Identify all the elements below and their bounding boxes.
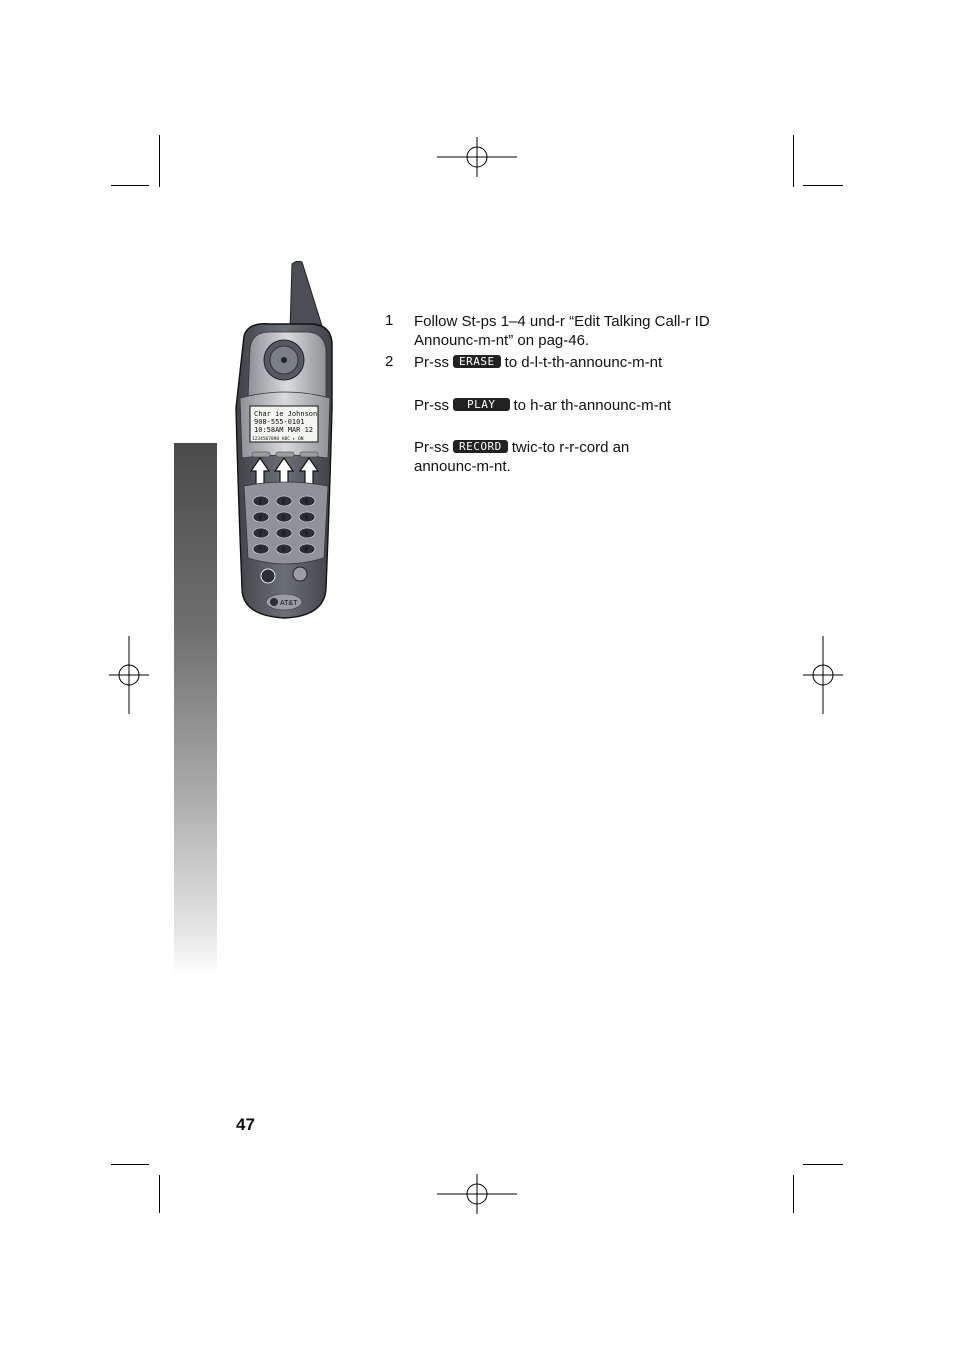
step-1-line-2: Announc-m-nt” on pag-46. — [414, 332, 590, 349]
step-play — [414, 396, 671, 415]
keypad-key-label: 4 — [259, 515, 262, 521]
keypad-key-label: 6 — [305, 515, 308, 521]
display-line-1: Char ie Johnson — [254, 410, 318, 418]
crop-mark — [793, 135, 794, 187]
step-number: 1 — [385, 312, 394, 329]
press-label: Pr-ss — [414, 439, 449, 456]
keypad-key-label: 3 — [305, 499, 308, 505]
handset-illustration — [230, 258, 340, 620]
keypad-key-label: * — [259, 547, 261, 553]
crop-mark — [793, 1175, 794, 1213]
registration-mark-icon — [437, 137, 517, 177]
keypad-key-label: 0 — [282, 547, 285, 553]
press-label: Pr-ss — [414, 397, 449, 414]
display-line-4: 1234567890 ABC ▸ ON — [252, 437, 304, 442]
crop-mark — [803, 185, 843, 186]
step-record — [414, 438, 629, 476]
erase-instruction: to d-l-t-th-announc-m-nt — [504, 354, 663, 371]
display-line-3: 10:58AM MAR 12 — [254, 426, 314, 434]
crop-mark — [159, 1175, 160, 1213]
registration-mark-icon — [109, 636, 149, 714]
record-instruction-line-2: announc-m-nt. — [414, 458, 511, 475]
step-1-line-1: Follow St-ps 1–4 und-r “Edit Talking Call-r ID — [414, 313, 710, 330]
brand-logo: AT&T — [280, 600, 298, 607]
press-label: Pr-ss — [414, 354, 449, 371]
record-key-button[interactable]: RECORD — [453, 440, 508, 453]
crop-mark — [803, 1164, 843, 1165]
keypad-key-label: 5 — [282, 515, 285, 521]
record-instruction: twic-to r-r-cord an — [511, 439, 630, 456]
crop-mark — [159, 135, 160, 187]
keypad-key-label: 1 — [259, 499, 262, 505]
display-line-2: 908-555-0101 — [254, 418, 305, 426]
registration-mark-icon — [803, 636, 843, 714]
play-instruction: to h-ar th-announc-m-nt — [513, 397, 672, 414]
step-number: 2 — [385, 353, 394, 370]
keypad-key-label: 7 — [259, 531, 262, 537]
crop-mark — [111, 185, 149, 186]
registration-mark-icon — [437, 1174, 517, 1214]
keypad-key-label: 8 — [282, 531, 285, 537]
erase-key-button[interactable]: ERASE — [453, 355, 501, 368]
sidebar-gradient-bar — [174, 443, 217, 975]
keypad-key-label: 2 — [282, 499, 285, 505]
page-number: 47 — [236, 1115, 255, 1134]
step-1-text — [414, 312, 710, 350]
step-erase — [414, 353, 662, 372]
keypad-key-label: 9 — [305, 531, 308, 537]
play-key-button[interactable]: PLAY — [453, 398, 510, 411]
keypad-key-9 — [253, 544, 269, 554]
keypad-key-label: # — [305, 547, 308, 553]
crop-mark — [111, 1164, 149, 1165]
